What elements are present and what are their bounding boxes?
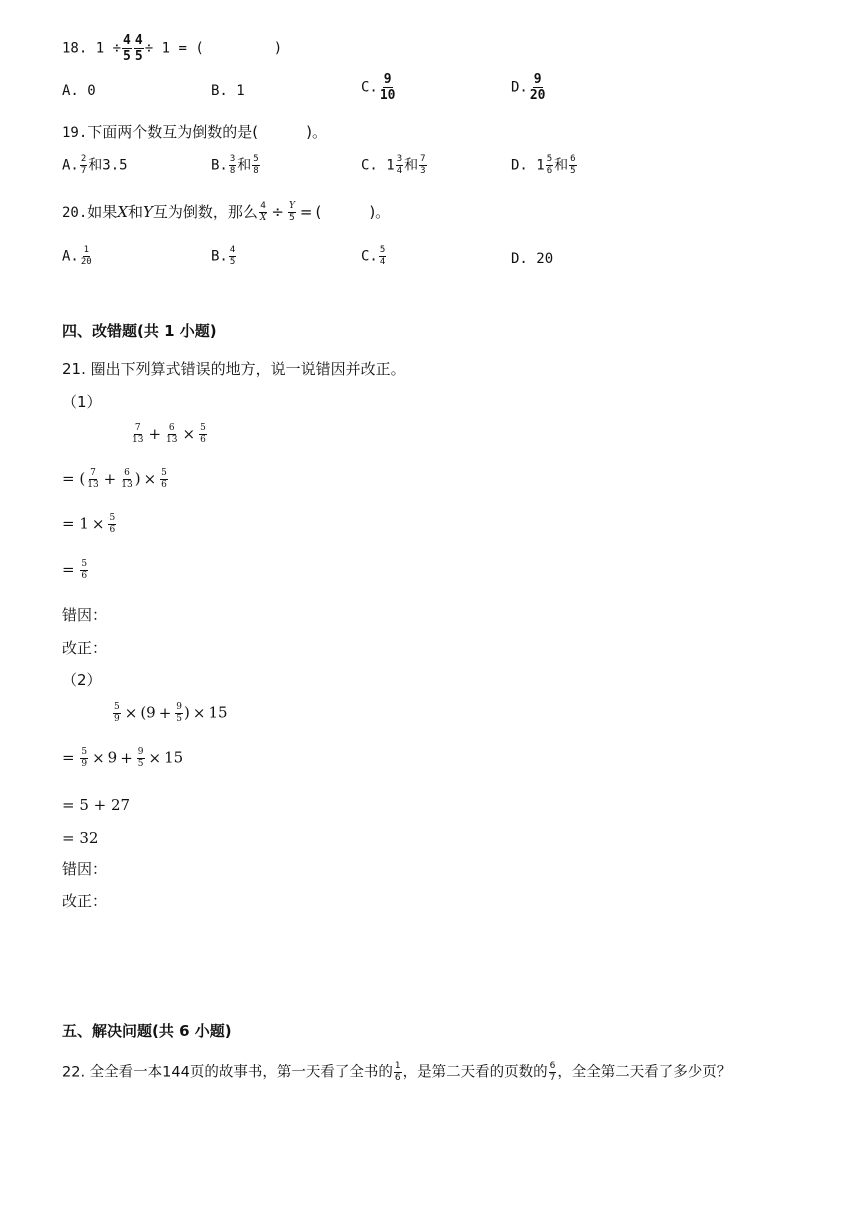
q21-part-1-label: （1） (62, 393, 102, 411)
q18-divide: ÷ (112, 40, 122, 57)
q18-option-a: A. 0 (62, 83, 96, 99)
q18-option-d: D. $\frac{9}{20}$ (511, 72, 546, 103)
q18-one: 1 (95, 40, 105, 57)
q18-option-c-fraction: $\frac{9}{10}$ (379, 72, 396, 103)
q18-equals: = (178, 40, 187, 57)
q21-p1-cause-label: 错因： (62, 606, 108, 624)
q19-text: 下面两个数互为倒数的是( (87, 123, 259, 141)
q21-p2-line-1: $\frac{5}{9}$ × (9 + $\frac{9}{5}$ ) × 15 (114, 702, 228, 724)
q20-x: X (117, 203, 128, 221)
q21-p2-line-4: = 32 (62, 829, 99, 847)
question-19 (62, 125, 327, 140)
q20-option-c: C. $\frac{5}{4}$ (361, 245, 386, 267)
section-5-title: 五、解决问题(共 6 小题) (62, 1022, 232, 1040)
question-18 (62, 34, 282, 63)
q19-c-fraction-2: $\frac{7}{3}$ (420, 154, 426, 176)
q18-paren-open: ( (195, 40, 204, 57)
q21-p1-line-1: $\frac{7}{13}$ + $\frac{6}{13}$ × $\frac{5}{6}$ (132, 423, 206, 445)
q18-paren-close: ) (273, 40, 283, 57)
question-21-prompt: 21. 圈出下列算式错误的地方，说一说错因并改正。 (62, 360, 406, 378)
question-20: 20.如果X和Y互为倒数，那么 $\frac{4}{X}$ ÷ $\frac{Y}{5}$ = ( )。 (62, 201, 391, 223)
q20-fraction-1: $\frac{4}{X}$ (259, 201, 267, 223)
q18-fraction-2: $\frac{4}{5}$ (134, 33, 143, 64)
q18-divide-2: ÷ (144, 40, 154, 57)
q21-p1-line-3: = 1 × $\frac{5}{6}$ (62, 513, 116, 535)
q19-number: 19. (62, 125, 88, 141)
q21-p2-line-2: = $\frac{5}{9}$ × 9 + $\frac{9}{5}$ × 15 (62, 747, 184, 769)
section-4-title: 四、改错题(共 1 小题) (62, 322, 217, 340)
q20-option-a: A. $\frac{1}{20}$ (62, 245, 92, 267)
q18-option-c: C. $\frac{9}{10}$ (361, 72, 396, 103)
q20-y: Y (143, 203, 153, 221)
q19-b-fraction-1: $\frac{3}{8}$ (229, 154, 236, 176)
q18-one-2: 1 (161, 40, 171, 57)
q20-b-fraction: $\frac{4}{5}$ (229, 245, 236, 267)
q21-p2-fix-label: 改正： (62, 892, 108, 910)
q21-p1-fix-label: 改正： (62, 639, 108, 657)
q18-number: 18. (62, 40, 88, 57)
q18-fraction-1: $\frac{4}{5}$ (123, 33, 131, 64)
q21-p2-line-3: = 5 + 27 (62, 796, 131, 814)
q21-part-2-label: （2） (62, 671, 102, 689)
q21-p1-line-2: = ( $\frac{7}{13}$ + $\frac{6}{13}$ ) × $\frac{5}{6}$ (62, 468, 167, 490)
q19-c-fraction-1: $\frac{3}{4}$ (396, 154, 403, 176)
q19-d-fraction-2: $\frac{6}{5}$ (570, 154, 576, 176)
question-22: 22. 全全看一本144页的故事书，第一天看了全书的 $\frac{1}{6}$ ，是第二天看的页数的 $\frac{6}{7}$ ，全全第二天看了多少页？ (62, 1061, 732, 1083)
q20-option-d: D. 20 (511, 251, 554, 267)
q18-option-b: B. 1 (211, 83, 245, 99)
q19-b-fraction-2: $\frac{5}{8}$ (253, 154, 259, 176)
q21-p2-cause-label: 错因： (62, 860, 108, 878)
q19-option-b: B. $\frac{3}{8}$ 和 $\frac{5}{8}$ (211, 154, 259, 176)
q19-option-d: D. 1 $\frac{5}{6}$ 和 $\frac{6}{5}$ (511, 154, 576, 176)
q20-a-fraction: $\frac{1}{20}$ (80, 245, 92, 267)
q20-c-fraction: $\frac{5}{4}$ (379, 245, 386, 267)
q18-option-d-fraction: $\frac{9}{20}$ (529, 72, 546, 103)
q19-close: )。 (306, 123, 328, 141)
q19-a-fraction: $\frac{2}{7}$ (80, 154, 87, 176)
q19-option-c: C. 1 $\frac{3}{4}$ 和 $\frac{7}{3}$ (361, 154, 426, 176)
q19-d-fraction-1: $\frac{5}{6}$ (546, 154, 553, 176)
q20-number: 20. (62, 205, 88, 221)
q19-option-a: A. $\frac{2}{7}$ 和3.5 (62, 154, 128, 176)
q21-p1-line-4: = $\frac{5}{6}$ (62, 559, 88, 581)
q20-option-b: B. $\frac{4}{5}$ (211, 245, 236, 267)
q20-fraction-2: $\frac{Y}{5}$ (288, 201, 295, 223)
